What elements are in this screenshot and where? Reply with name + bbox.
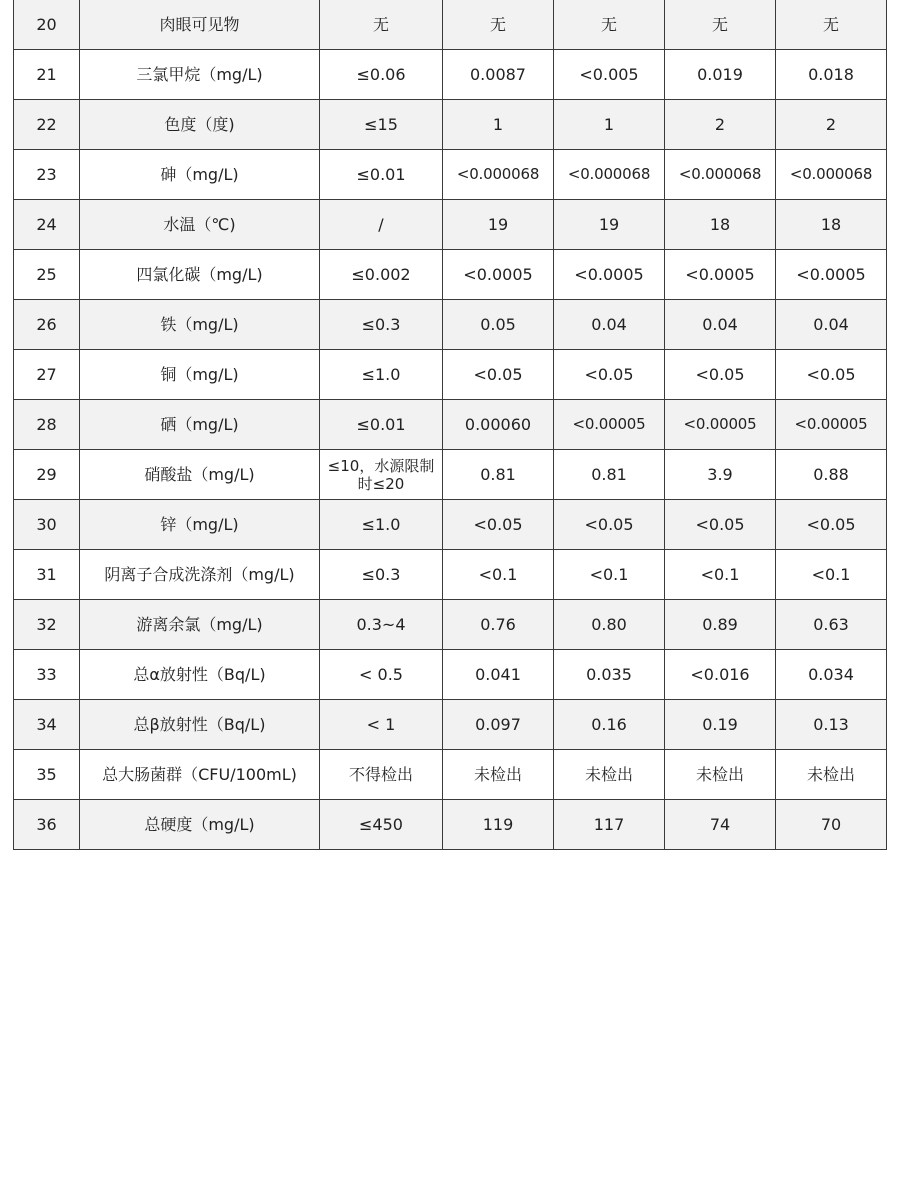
- result-value: <0.0005: [443, 250, 554, 300]
- indicator-name: 总β放射性（Bq/L): [80, 700, 320, 750]
- result-value: <0.05: [776, 350, 887, 400]
- table-row: [14, 0, 887, 50]
- indicator-name: 三氯甲烷（mg/L): [80, 50, 320, 100]
- result-value: 18: [665, 200, 776, 250]
- result-value: <0.1: [776, 550, 887, 600]
- indicator-name: 肉眼可见物: [80, 0, 320, 50]
- result-value: 未检出: [776, 750, 887, 800]
- result-value: 0.00060: [443, 400, 554, 450]
- standard-limit: /: [320, 200, 443, 250]
- indicator-name: 铁（mg/L): [80, 300, 320, 350]
- result-value: 18: [776, 200, 887, 250]
- result-value: 0.76: [443, 600, 554, 650]
- table-row: [14, 550, 887, 600]
- result-value: 未检出: [443, 750, 554, 800]
- indicator-name: 硝酸盐（mg/L): [80, 450, 320, 500]
- standard-limit: ≤0.002: [320, 250, 443, 300]
- result-value: 0.88: [776, 450, 887, 500]
- result-value: 0.019: [665, 50, 776, 100]
- result-value: 0.89: [665, 600, 776, 650]
- row-number: 29: [14, 450, 80, 500]
- row-number: 33: [14, 650, 80, 700]
- row-number: 22: [14, 100, 80, 150]
- result-value: 117: [554, 800, 665, 850]
- standard-limit: ≤1.0: [320, 350, 443, 400]
- result-value: 0.63: [776, 600, 887, 650]
- standard-limit: ≤0.3: [320, 300, 443, 350]
- result-value: <0.0005: [665, 250, 776, 300]
- result-value: <0.1: [665, 550, 776, 600]
- result-value: <0.05: [665, 350, 776, 400]
- row-number: 31: [14, 550, 80, 600]
- result-value: 119: [443, 800, 554, 850]
- indicator-name: 硒（mg/L): [80, 400, 320, 450]
- result-value: <0.0005: [776, 250, 887, 300]
- indicator-name: 水温（℃): [80, 200, 320, 250]
- indicator-name: 砷（mg/L): [80, 150, 320, 200]
- result-value: <0.000068: [554, 150, 665, 200]
- indicator-name: 游离余氯（mg/L): [80, 600, 320, 650]
- result-value: 0.05: [443, 300, 554, 350]
- standard-limit: ≤450: [320, 800, 443, 850]
- row-number: 20: [14, 0, 80, 50]
- result-value: 未检出: [554, 750, 665, 800]
- table-row: [14, 100, 887, 150]
- standard-limit: 不得检出: [320, 750, 443, 800]
- table-row: [14, 200, 887, 250]
- result-value: 0.80: [554, 600, 665, 650]
- standard-limit: ≤0.3: [320, 550, 443, 600]
- result-value: <0.00005: [554, 400, 665, 450]
- standard-limit: 无: [320, 0, 443, 50]
- result-value: <0.05: [554, 500, 665, 550]
- water-quality-table-wrap: [13, 0, 887, 850]
- result-value: <0.1: [443, 550, 554, 600]
- result-value: <0.00005: [665, 400, 776, 450]
- standard-limit: 0.3~4: [320, 600, 443, 650]
- row-number: 26: [14, 300, 80, 350]
- result-value: <0.000068: [443, 150, 554, 200]
- standard-limit: ≤15: [320, 100, 443, 150]
- indicator-name: 锌（mg/L): [80, 500, 320, 550]
- result-value: <0.000068: [665, 150, 776, 200]
- table-row: [14, 700, 887, 750]
- result-value: 无: [554, 0, 665, 50]
- result-value: <0.05: [554, 350, 665, 400]
- result-value: 0.19: [665, 700, 776, 750]
- result-value: 74: [665, 800, 776, 850]
- row-number: 23: [14, 150, 80, 200]
- result-value: 未检出: [665, 750, 776, 800]
- row-number: 28: [14, 400, 80, 450]
- table-row: [14, 400, 887, 450]
- standard-limit: ≤0.06: [320, 50, 443, 100]
- row-number: 25: [14, 250, 80, 300]
- table-row: [14, 500, 887, 550]
- standard-limit: ≤0.01: [320, 150, 443, 200]
- standard-limit: ≤10，水源限制时≤20: [320, 450, 443, 500]
- result-value: <0.0005: [554, 250, 665, 300]
- row-number: 36: [14, 800, 80, 850]
- table-row: [14, 250, 887, 300]
- result-value: <0.016: [665, 650, 776, 700]
- result-value: 70: [776, 800, 887, 850]
- result-value: <0.05: [443, 500, 554, 550]
- row-number: 24: [14, 200, 80, 250]
- row-number: 21: [14, 50, 80, 100]
- table-row: [14, 600, 887, 650]
- indicator-name: 阴离子合成洗涤剂（mg/L): [80, 550, 320, 600]
- result-value: 无: [443, 0, 554, 50]
- row-number: 35: [14, 750, 80, 800]
- standard-limit: < 0.5: [320, 650, 443, 700]
- result-value: <0.000068: [776, 150, 887, 200]
- result-value: 1: [443, 100, 554, 150]
- row-number: 32: [14, 600, 80, 650]
- indicator-name: 总α放射性（Bq/L): [80, 650, 320, 700]
- table-row: [14, 300, 887, 350]
- result-value: 2: [665, 100, 776, 150]
- result-value: <0.1: [554, 550, 665, 600]
- result-value: 0.035: [554, 650, 665, 700]
- table-row: [14, 50, 887, 100]
- result-value: 无: [776, 0, 887, 50]
- result-value: 0.018: [776, 50, 887, 100]
- result-value: <0.05: [776, 500, 887, 550]
- indicator-name: 总大肠菌群（CFU/100mL): [80, 750, 320, 800]
- indicator-name: 色度（度): [80, 100, 320, 150]
- result-value: 3.9: [665, 450, 776, 500]
- table-row: [14, 750, 887, 800]
- result-value: 19: [443, 200, 554, 250]
- result-value: 0.81: [554, 450, 665, 500]
- standard-limit: ≤1.0: [320, 500, 443, 550]
- result-value: <0.005: [554, 50, 665, 100]
- result-value: 0.097: [443, 700, 554, 750]
- result-value: 1: [554, 100, 665, 150]
- table-row: [14, 350, 887, 400]
- result-value: 0.13: [776, 700, 887, 750]
- standard-limit: ≤0.01: [320, 400, 443, 450]
- result-value: 0.0087: [443, 50, 554, 100]
- result-value: 无: [665, 0, 776, 50]
- result-value: 0.04: [776, 300, 887, 350]
- result-value: 0.04: [554, 300, 665, 350]
- indicator-name: 铜（mg/L): [80, 350, 320, 400]
- row-number: 34: [14, 700, 80, 750]
- row-number: 30: [14, 500, 80, 550]
- result-value: 0.034: [776, 650, 887, 700]
- result-value: 0.81: [443, 450, 554, 500]
- result-value: <0.05: [443, 350, 554, 400]
- table-row: [14, 650, 887, 700]
- indicator-name: 总硬度（mg/L): [80, 800, 320, 850]
- table-row: [14, 150, 887, 200]
- indicator-name: 四氯化碳（mg/L): [80, 250, 320, 300]
- result-value: 0.04: [665, 300, 776, 350]
- result-value: <0.00005: [776, 400, 887, 450]
- table-row: [14, 450, 887, 500]
- result-value: <0.05: [665, 500, 776, 550]
- water-quality-table: [13, 0, 887, 850]
- result-value: 0.16: [554, 700, 665, 750]
- row-number: 27: [14, 350, 80, 400]
- result-value: 2: [776, 100, 887, 150]
- result-value: 19: [554, 200, 665, 250]
- result-value: 0.041: [443, 650, 554, 700]
- standard-limit: < 1: [320, 700, 443, 750]
- table-row: [14, 800, 887, 850]
